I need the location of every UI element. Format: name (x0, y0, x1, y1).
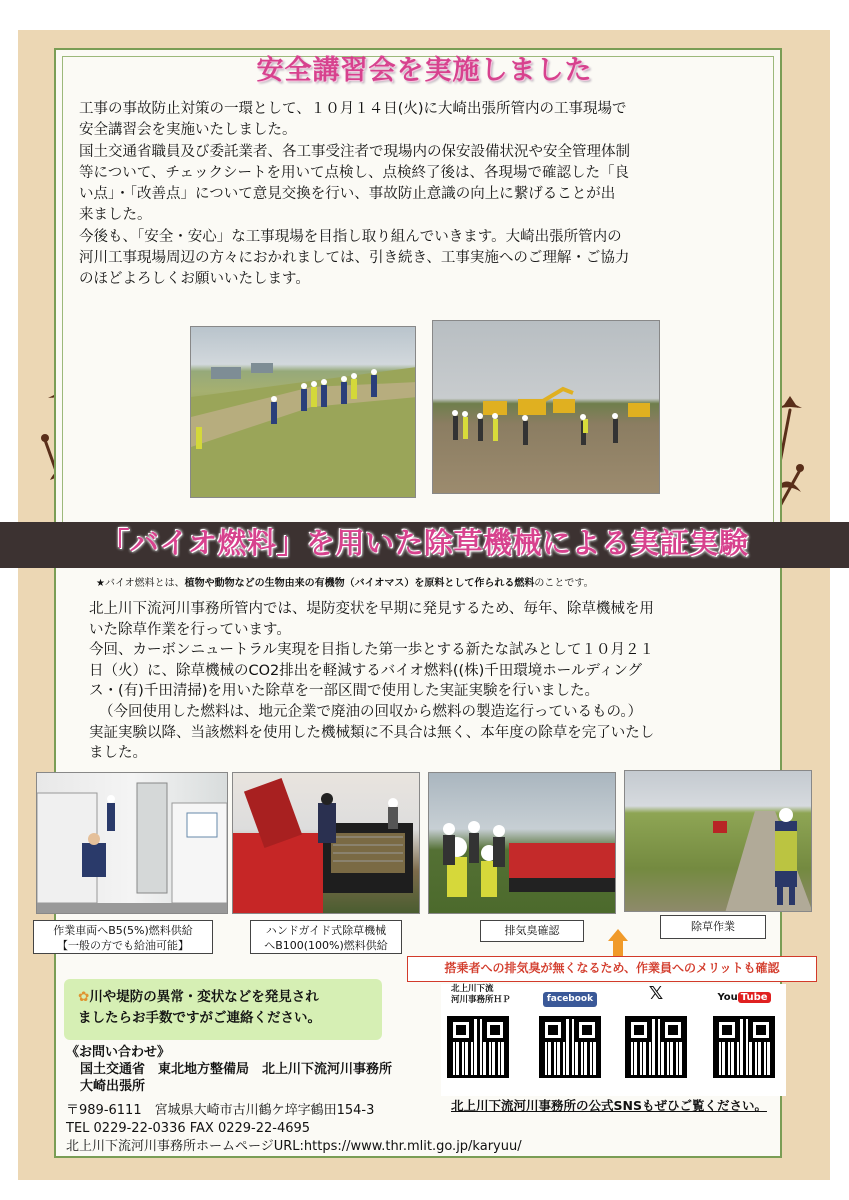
section1-line: 安全講習会を実施いたしました。 (79, 122, 297, 139)
section2-title: 「バイオ燃料」を用いた除草機械による実証実験 (100, 526, 749, 560)
section2-line: いた除草作業を行っています。 (89, 621, 291, 638)
x-qr-code[interactable] (625, 1016, 687, 1078)
caption-line: 【一般の方でも給油可能】 (57, 939, 189, 952)
youtube-qr-code[interactable] (713, 1016, 775, 1078)
caption-line: 作業車両へB5(5%)燃料供給 (53, 924, 193, 937)
hp-label (443, 984, 513, 1010)
caption-exhaust-check: 排気臭確認 (480, 920, 584, 942)
section1-title: 安全講習会を実施しました (256, 55, 593, 86)
section1-line: のほどよろしくお願いいたします。 (79, 271, 310, 288)
note-bold: 植物や動物などの生物由来の有機物（バイオマス）を原料として作られる燃料 (184, 578, 535, 589)
report-request-callout (64, 979, 382, 1040)
facebook-qr-column (535, 984, 605, 1078)
hp-qr-column (443, 984, 513, 1078)
safety-inspection-photo-2 (432, 320, 660, 494)
callout-line (78, 987, 382, 1008)
sns-footer-text: 北上川下流河川事務所の公式SNSもぜひご覧ください。 (451, 1098, 767, 1113)
fuel-supply-vehicle-photo (36, 772, 228, 914)
callout-text: 川や堤防の異常・変状などを発見され (89, 989, 319, 1005)
weeding-work-photo (624, 770, 812, 912)
section2-line: 今回、カーボンニュートラル実現を目指した第一歩とする新たな試みとして１０月２１ (89, 642, 655, 659)
section2-line: 北上川下流河川事務所管内では、堤防変状を早期に発見するため、毎年、除草機械を用 (89, 601, 654, 617)
arrow-stem (613, 940, 623, 956)
section2-line: ました。 (89, 745, 147, 762)
x-logo-icon: 𝕏 (648, 983, 664, 1004)
sns-qr-panel (441, 984, 786, 1096)
hp-label-line: 北上川下流 (451, 984, 494, 994)
homepage-url[interactable]: 北上川下流河川事務所ホームページURL:https://www.thr.mlit.go.jp/karyuu/ (66, 1139, 522, 1154)
caption-mower-fuel (250, 920, 402, 954)
section1-line: 来ました。 (79, 207, 152, 224)
youtube-text: You (717, 992, 738, 1003)
youtube-logo-icon (717, 992, 770, 1003)
safety-inspection-photo-1 (190, 326, 416, 498)
hp-label-line: 河川事務所ＨＰ (451, 995, 511, 1005)
facebook-qr-code[interactable] (539, 1016, 601, 1078)
callout-line: ましたらお手数ですがご連絡ください。 (78, 1010, 321, 1026)
section1-line: い点」・「改善点」について意見交換を行い、事故防止意識の向上に繋げることが出 (79, 186, 616, 203)
caption-fuel-vehicle (33, 920, 213, 954)
biofuel-definition-note (96, 574, 796, 589)
caption-line: ハンドガイド式除草機械 (265, 924, 387, 937)
x-qr-column (621, 984, 691, 1078)
facebook-logo-icon: facebook (543, 992, 597, 1007)
section2-body (89, 599, 789, 764)
flower-icon: ✿ (78, 989, 90, 1005)
postal-address: 〒989-6111 宮城県大崎市古川鶴ケ埣字鶴田154-3 (66, 1103, 375, 1118)
merit-banner: 搭乗者への排気臭が無くなるため、作業員へのメリットも確認 (407, 956, 817, 982)
section2-line: 実証実験以降、当該燃料を使用した機械類に不具合は無く、本年度の除草を完了いたし (89, 724, 655, 741)
phone-fax: TEL 0229-22-0336 FAX 0229-22-4695 (66, 1121, 311, 1136)
contact-org: 国土交通省 東北地方整備局 北上川下流河川事務所 (80, 1062, 393, 1077)
caption-weeding: 除草作業 (660, 915, 766, 939)
caption-line: へB100(100%)燃料供給 (264, 939, 388, 952)
section1-line: 等について、チェックシートを用いて点検し、点検終了後は、各現場で確認した「良 (79, 164, 629, 181)
youtube-box: Tube (738, 992, 771, 1003)
section1-line: 今後も、「安全・安心」な工事現場を目指し取り組んでいきます。大崎出張所管内の (79, 228, 622, 245)
section1-line: 国土交通省職員及び委託業者、各工事受注者で現場内の保安設備状況や安全管理体制 (79, 143, 630, 160)
contact-heading: 《お問い合わせ》 (66, 1045, 171, 1060)
section1-line: 河川工事現場周辺の方々におかれましては、引き続き、工事実施へのご理解・ご協力 (79, 250, 630, 267)
note-suffix: のことです。 (534, 578, 594, 589)
section1-body (79, 99, 779, 291)
section2-line: ス・(有)千田清掃)を用いた除草を一部区間で使用した実証実験を行いました。 (89, 683, 599, 700)
homepage-qr-code[interactable] (447, 1016, 509, 1078)
section1-line: 工事の事故防止対策の一環として、１０月１４日(火)に大崎出張所管内の工事現場で (79, 101, 627, 117)
contact-block (66, 1044, 486, 1095)
exhaust-odor-check-photo (428, 772, 616, 914)
mower-fuel-supply-photo (232, 772, 420, 914)
section2-line: （今回使用した燃料は、地元企業で廃油の回収から燃料の製造迄行っているもの。） (99, 703, 643, 720)
contact-office: 大崎出張所 (80, 1079, 146, 1094)
section2-line: 日（火）に、除草機械のCO2排出を軽減するバイオ燃料((株)千田環境ホールディング (89, 662, 643, 679)
note-prefix: ★バイオ燃料とは、 (96, 578, 185, 589)
youtube-qr-column (709, 984, 779, 1078)
